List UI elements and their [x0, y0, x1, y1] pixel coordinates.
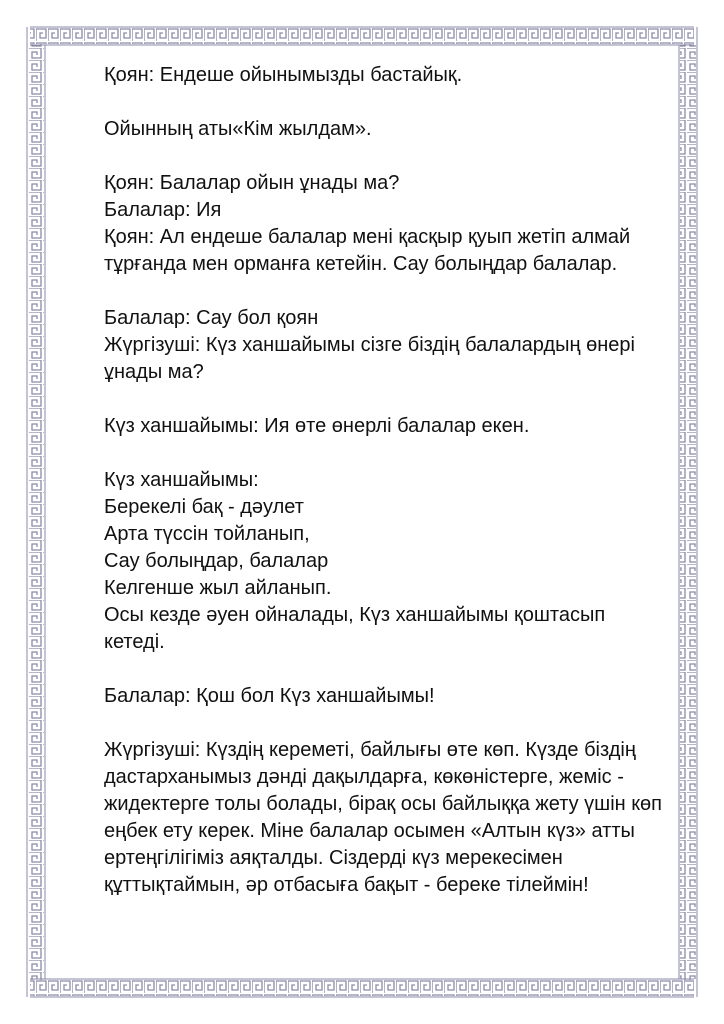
text-line: Күз ханшайымы: Ия өте өнерлі балалар екен. — [104, 415, 530, 437]
text-line: Қоян: Ендеше ойынымызды бастайық. — [104, 64, 463, 86]
paragraph — [104, 170, 644, 278]
text-line: еңбек ету керек. Міне балалар осымен «Алтын күз» атты — [104, 820, 635, 842]
text-line: Жүргізуші: Күз ханшайымы сізге біздің балалардың өнері — [104, 334, 635, 356]
text-line: жидектерге толы болады, бірақ осы байлыққа жету үшін көп — [104, 793, 662, 815]
paragraph — [104, 305, 644, 386]
text-line: Балалар: Қош бол Күз ханшайымы! — [104, 685, 435, 707]
text-line: кетеді. — [104, 631, 165, 653]
document-body — [104, 62, 662, 926]
text-line: Қоян: Ал ендеше балалар мені қасқыр қуып жетіп алмай — [104, 226, 631, 248]
text-line: тұрғанда мен орманға кетейін. Сау болыңдар балалар. — [104, 253, 618, 275]
text-line: Берекелі бақ - дәулет — [104, 496, 304, 518]
text-line: дастарханымыз дәнді дақылдарға, көкөністерге, жеміс - — [104, 766, 624, 788]
text-line: Ойынның аты«Кім жылдам». — [104, 118, 372, 140]
text-line: Күз ханшайымы: — [104, 469, 259, 491]
text-line: Қоян: Балалар ойын ұнады ма? — [104, 172, 400, 194]
text-line: Арта түссін тойланып, — [104, 523, 310, 545]
paragraph — [104, 737, 662, 899]
paragraph — [104, 467, 644, 656]
paragraph — [104, 413, 644, 440]
text-line: Келгенше жыл айланып. — [104, 577, 332, 599]
text-line: Осы кезде әуен ойналады, Күз ханшайымы қоштасып — [104, 604, 606, 626]
paragraph — [104, 683, 644, 710]
paragraph — [104, 62, 644, 89]
text-line: Балалар: Ия — [104, 199, 222, 221]
text-line: Жүргізуші: Күздің кереметі, байлығы өте көп. Күзде біздің — [104, 739, 636, 761]
text-line: Сау болыңдар, балалар — [104, 550, 329, 572]
text-line: ертеңгілігіміз аяқталды. Сіздерді күз мерекесімен — [104, 847, 563, 869]
text-line: құттықтаймын, әр отбасыға бақыт - береке тілеймін! — [104, 874, 589, 896]
paragraph — [104, 116, 644, 143]
text-line: Балалар: Сау бол қоян — [104, 307, 319, 329]
text-line: ұнады ма? — [104, 361, 204, 383]
